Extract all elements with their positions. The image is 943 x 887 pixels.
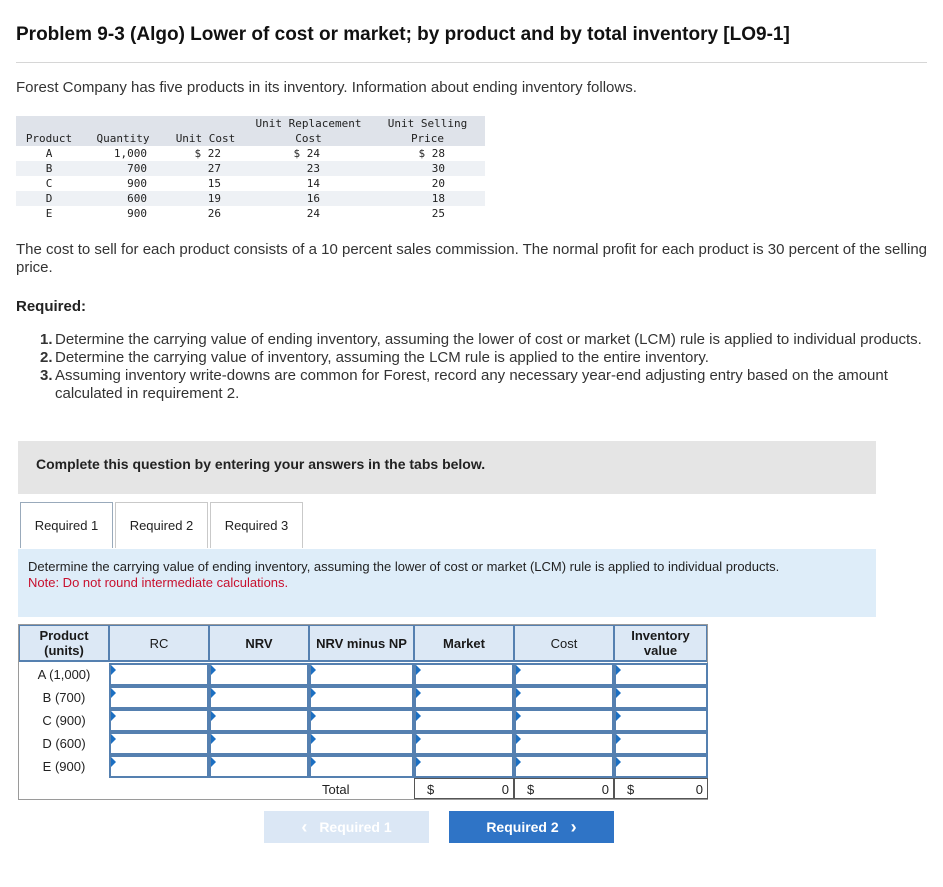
cell-marker-icon xyxy=(616,665,621,675)
grid-header-inv-bottom: value xyxy=(643,643,678,658)
total-cost-dollar: $ xyxy=(527,782,535,797)
nrv-minus-np-input[interactable] xyxy=(309,686,414,709)
cell-replacement: 14 xyxy=(306,177,320,190)
cell-marker-icon xyxy=(111,688,116,698)
cell-marker-icon xyxy=(516,734,521,744)
cell-marker-icon xyxy=(211,711,216,721)
prev-tab-label: Required 1 xyxy=(319,819,392,835)
cell-selling: $ 28 xyxy=(418,147,445,160)
intro-text: Forest Company has five products in its inventory. Information about ending inventory follows. xyxy=(16,79,637,96)
grid-header-nrv-minus-np: NRV minus NP xyxy=(316,635,407,651)
cell-product: A xyxy=(45,147,53,160)
cell-marker-icon xyxy=(311,757,316,767)
cost-to-sell-note: The cost to sell for each product consists of a 10 percent sales commission. The normal profit for each product is 30 percent of the selling price. xyxy=(16,241,928,276)
problem-title: Problem 9-3 (Algo) Lower of cost or market; by product and by total inventory [LO9-1] xyxy=(16,24,790,45)
cell-marker-icon xyxy=(211,665,216,675)
requirement-number: 2. xyxy=(40,349,53,366)
rc-input[interactable] xyxy=(109,686,209,709)
requirement-number: 3. xyxy=(40,367,53,384)
cost-input[interactable] xyxy=(514,755,614,778)
cell-selling: 18 xyxy=(370,191,485,206)
requirement-text: Determine the carrying value of ending inventory, assuming the lower of cost or market (LCM) rule is applied to individual products. xyxy=(55,331,922,348)
cell-marker-icon xyxy=(616,688,621,698)
cell-quantity: 900 xyxy=(127,207,147,220)
cell-marker-icon xyxy=(416,688,421,698)
cell-unit-cost: 26 xyxy=(207,207,221,220)
cell-marker-icon xyxy=(416,757,421,767)
cell-quantity: 600 xyxy=(82,191,164,206)
market-input[interactable] xyxy=(414,686,514,709)
grid-header-nrv: NRV xyxy=(245,635,273,651)
rc-input[interactable] xyxy=(109,663,209,686)
next-tab-button[interactable] xyxy=(449,811,614,843)
col-header-product: Product xyxy=(16,131,82,146)
table-row xyxy=(16,146,485,161)
cell-marker-icon xyxy=(516,688,521,698)
cell-replacement: 16 xyxy=(247,191,370,206)
total-market xyxy=(414,778,514,799)
nrv-input[interactable] xyxy=(209,755,309,778)
cell-marker-icon xyxy=(211,688,216,698)
tab-required-1[interactable]: Required 1 xyxy=(20,502,113,548)
next-tab-label: Required 2 xyxy=(486,819,559,835)
cost-input[interactable] xyxy=(514,709,614,732)
col-header-selling-top: Unit Selling xyxy=(370,116,485,131)
cell-quantity: 700 xyxy=(82,161,164,176)
title-divider xyxy=(16,62,927,63)
grid-row-label: E (900) xyxy=(19,755,109,778)
tab-required-3[interactable]: Required 3 xyxy=(210,502,303,548)
requirement-item xyxy=(16,367,936,403)
requirement-number: 1. xyxy=(40,331,53,348)
inventory-value-input[interactable] xyxy=(614,663,708,686)
col-header-replacement-top: Unit Replacement xyxy=(247,116,370,131)
cell-marker-icon xyxy=(416,711,421,721)
nrv-input[interactable] xyxy=(209,663,309,686)
market-input[interactable] xyxy=(414,663,514,686)
cell-marker-icon xyxy=(416,665,421,675)
cell-marker-icon xyxy=(211,734,216,744)
total-inventory-value xyxy=(614,778,708,799)
grid-header-product-top: Product xyxy=(39,628,89,643)
cell-selling: 30 xyxy=(370,161,485,176)
inventory-value-input[interactable] xyxy=(614,709,708,732)
instruction-text: Determine the carrying value of ending inventory, assuming the lower of cost or market (LCM) rule is applied to individual products. xyxy=(28,559,780,574)
col-header-selling-bottom: Price xyxy=(370,131,485,146)
rc-input[interactable] xyxy=(109,755,209,778)
total-market-value: 0 xyxy=(501,782,509,797)
cell-unit-cost: $ 22 xyxy=(194,147,221,160)
requirement-item xyxy=(16,349,936,367)
cell-replacement: $ 24 xyxy=(293,147,320,160)
cell-product: D xyxy=(16,191,82,206)
grid-header-inv-top: Inventory xyxy=(631,628,690,643)
cell-marker-icon xyxy=(111,665,116,675)
cell-replacement: 24 xyxy=(306,207,320,220)
tab-required-2[interactable]: Required 2 xyxy=(115,502,208,548)
total-inv-value: 0 xyxy=(695,782,703,797)
total-cost-value: 0 xyxy=(601,782,609,797)
inventory-value-input[interactable] xyxy=(614,686,708,709)
cell-marker-icon xyxy=(211,757,216,767)
grid-header-product-bottom: (units) xyxy=(44,643,84,658)
cell-marker-icon xyxy=(516,665,521,675)
nrv-minus-np-input[interactable] xyxy=(309,663,414,686)
cell-selling: 20 xyxy=(431,177,445,190)
grid-header-rc: RC xyxy=(149,635,169,651)
cell-marker-icon xyxy=(616,711,621,721)
cell-marker-icon xyxy=(311,665,316,675)
cell-quantity: 1,000 xyxy=(113,147,147,160)
cell-product: B xyxy=(16,161,82,176)
nrv-input[interactable] xyxy=(209,709,309,732)
instructions-banner xyxy=(18,441,876,494)
chevron-right-icon: › xyxy=(570,816,577,837)
requirement-text: Assuming inventory write-downs are common for Forest, record any necessary year-end adjusting entry based on the amount calculated in requirement 2. xyxy=(55,367,888,402)
nrv-input[interactable] xyxy=(209,732,309,755)
market-input[interactable] xyxy=(414,755,514,778)
cell-unit-cost: 27 xyxy=(164,161,247,176)
col-header-replacement-bottom: Cost xyxy=(247,131,370,146)
cost-input[interactable] xyxy=(514,686,614,709)
cell-quantity: 900 xyxy=(127,177,147,190)
cell-marker-icon xyxy=(311,688,316,698)
prev-tab-button[interactable] xyxy=(264,811,429,843)
cell-marker-icon xyxy=(111,711,116,721)
col-header-unit-cost: Unit Cost xyxy=(164,131,247,146)
grid-row-label: A (1,000) xyxy=(19,663,109,686)
cell-marker-icon xyxy=(311,734,316,744)
col-header-quantity: Quantity xyxy=(82,131,164,146)
rc-input[interactable] xyxy=(109,709,209,732)
inventory-value-input[interactable] xyxy=(614,732,708,755)
grid-header-cost: Cost xyxy=(550,635,578,651)
cell-marker-icon xyxy=(616,757,621,767)
cell-marker-icon xyxy=(516,757,521,767)
required-heading: Required: xyxy=(16,298,87,315)
nrv-minus-np-input[interactable] xyxy=(309,732,414,755)
cost-input[interactable] xyxy=(514,663,614,686)
cell-unit-cost: 15 xyxy=(207,177,221,190)
total-market-dollar: $ xyxy=(427,782,435,797)
grid-row-label: C (900) xyxy=(19,709,109,732)
requirements-list xyxy=(16,331,936,403)
table-row xyxy=(16,176,485,191)
requirement-item xyxy=(16,331,936,349)
market-input[interactable] xyxy=(414,709,514,732)
instruction-note: Note: Do not round intermediate calculations. xyxy=(28,575,289,590)
grid-row-label: D (600) xyxy=(19,732,109,755)
nrv-minus-np-input[interactable] xyxy=(309,709,414,732)
market-input[interactable] xyxy=(414,732,514,755)
inventory-value-input[interactable] xyxy=(614,755,708,778)
cell-product: C xyxy=(45,177,53,190)
cell-marker-icon xyxy=(311,711,316,721)
rc-input[interactable] xyxy=(109,732,209,755)
cell-marker-icon xyxy=(516,711,521,721)
banner-text: Complete this question by entering your answers in the tabs below. xyxy=(36,456,486,472)
requirement-text: Determine the carrying value of inventory, assuming the LCM rule is applied to the entire inventory. xyxy=(55,349,709,366)
cell-product: E xyxy=(45,207,53,220)
chevron-left-icon: ‹ xyxy=(301,816,308,837)
nrv-minus-np-input[interactable] xyxy=(309,755,414,778)
total-label: Total xyxy=(322,782,350,797)
cell-selling: 25 xyxy=(431,207,445,220)
grid-header-market: Market xyxy=(443,635,485,651)
grid-row-label: B (700) xyxy=(19,686,109,709)
cell-marker-icon xyxy=(111,734,116,744)
cell-marker-icon xyxy=(616,734,621,744)
cell-unit-cost: 19 xyxy=(164,191,247,206)
cell-replacement: 23 xyxy=(247,161,370,176)
cell-marker-icon xyxy=(111,757,116,767)
inventory-data-table xyxy=(16,116,485,221)
cost-input[interactable] xyxy=(514,732,614,755)
total-cost xyxy=(514,778,614,799)
nrv-input[interactable] xyxy=(209,686,309,709)
total-inv-dollar: $ xyxy=(627,782,635,797)
table-row xyxy=(16,206,485,221)
tab-instruction-panel xyxy=(18,549,876,617)
table-row xyxy=(16,191,485,206)
cell-marker-icon xyxy=(416,734,421,744)
table-row xyxy=(16,161,485,176)
